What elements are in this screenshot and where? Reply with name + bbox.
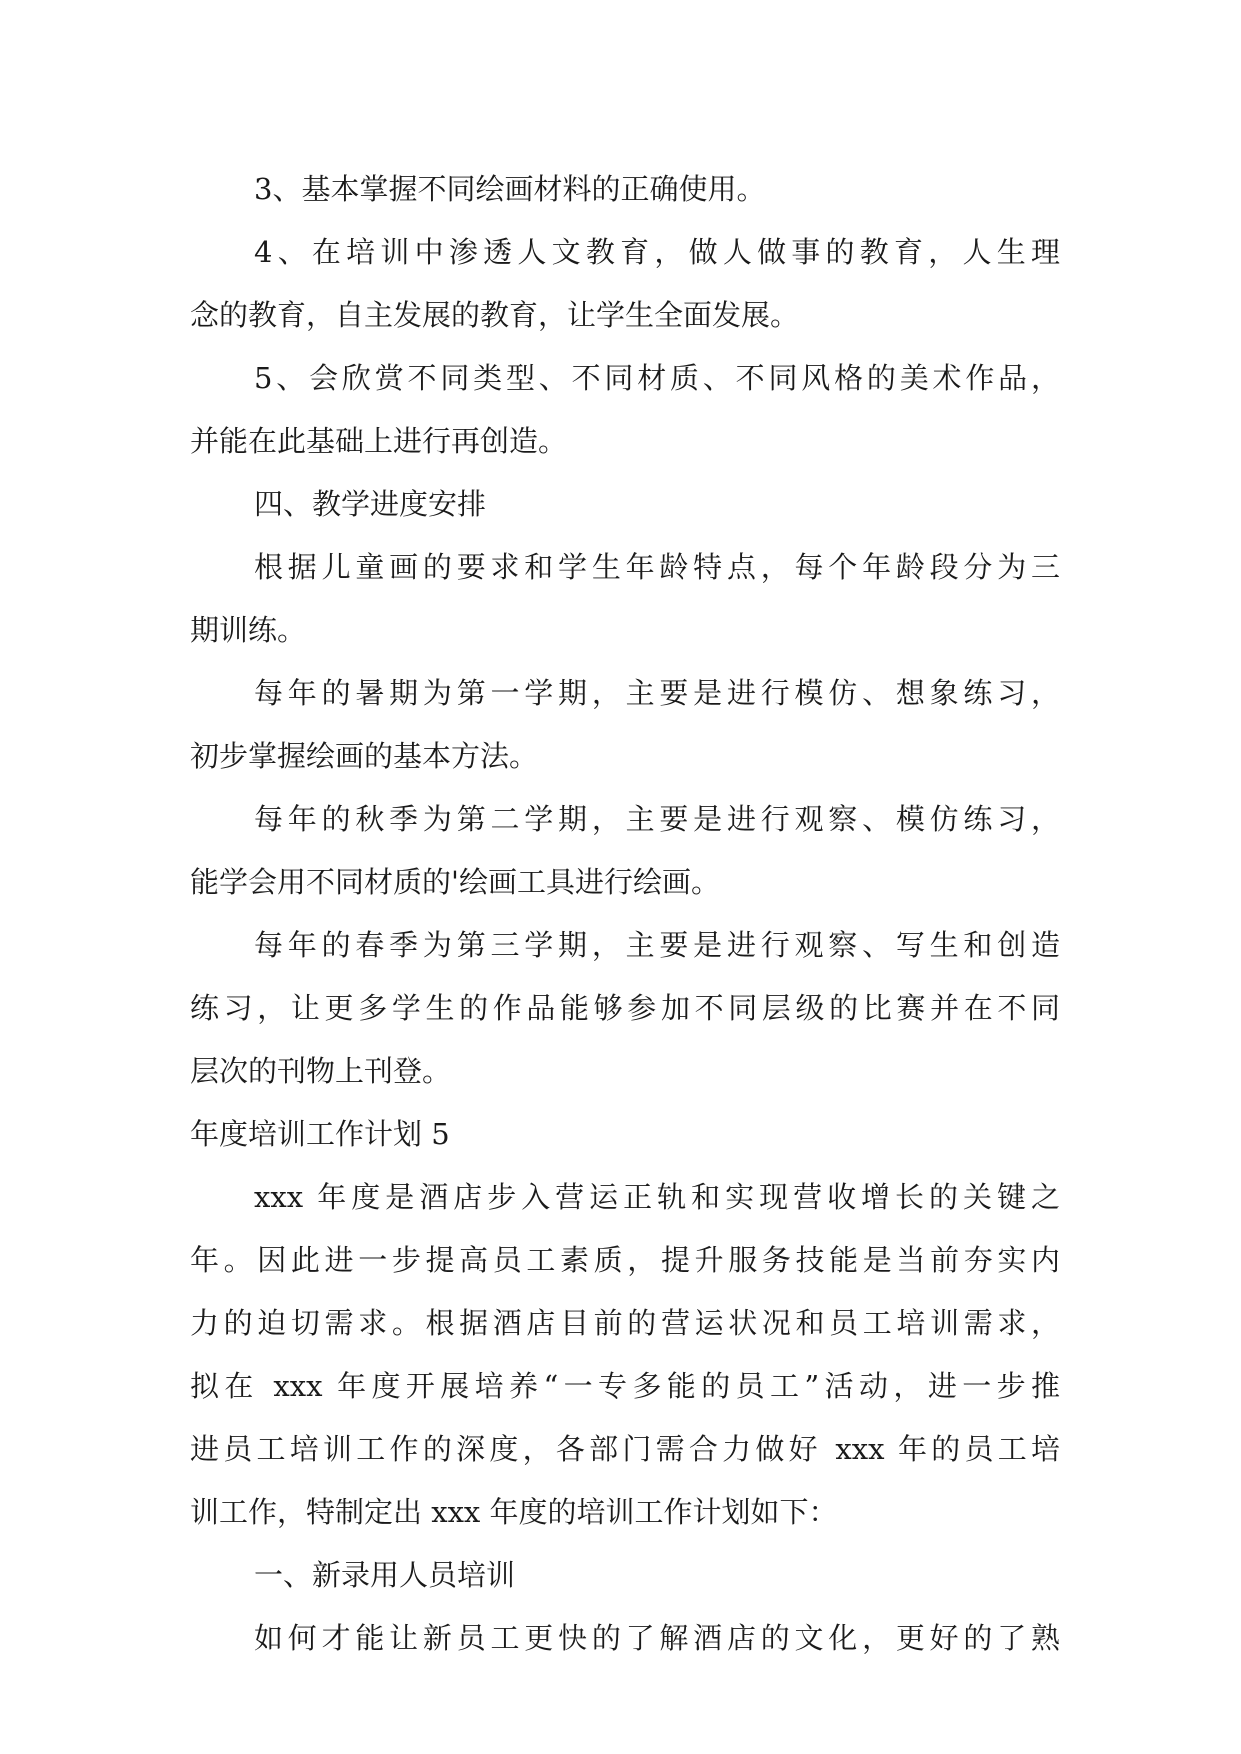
paragraph-line: 能学会用不同材质的'绘画工具进行绘画。 (190, 865, 720, 899)
document-title: 年度培训工作计划 5 (190, 1117, 450, 1151)
paragraph-line: 每年的春季为第三学期，主要是进行观察、写生和创造 (254, 928, 1060, 962)
paragraph-line: 如何才能让新员工更快的了解酒店的文化，更好的了熟 (254, 1621, 1060, 1655)
section-heading-new-hire: 一、新录用人员培训 (254, 1558, 516, 1592)
section-heading-schedule: 四、教学进度安排 (254, 487, 487, 521)
document-body (190, 158, 1060, 1670)
paragraph-line: 拟在 xxx 年度开展培养“一专多能的员工”活动，进一步推 (190, 1369, 1060, 1403)
paragraph-line: xxx 年度是酒店步入营运正轨和实现营收增长的关键之 (254, 1180, 1060, 1214)
paragraph-line: 每年的暑期为第一学期，主要是进行模仿、想象练习， (254, 676, 1060, 710)
paragraph-line: 练习，让更多学生的作品能够参加不同层级的比赛并在不同 (190, 991, 1060, 1025)
paragraph-line: 期训练。 (190, 613, 307, 647)
paragraph-line: 进员工培训工作的深度，各部门需合力做好 xxx 年的员工培 (190, 1432, 1060, 1466)
list-item-5-line-1: 5、会欣赏不同类型、不同材质、不同风格的美术作品， (254, 361, 1060, 395)
paragraph-line: 层次的刊物上刊登。 (190, 1054, 452, 1088)
paragraph-line: 年。因此进一步提高员工素质，提升服务技能是当前夯实内 (190, 1243, 1060, 1277)
paragraph-line: 初步掌握绘画的基本方法。 (190, 739, 539, 773)
list-item-4-line-1: 4、在培训中渗透人文教育，做人做事的教育，人生理 (254, 235, 1060, 269)
paragraph-line: 训工作，特制定出 xxx 年度的培训工作计划如下： (190, 1495, 838, 1529)
list-item-3: 3、基本掌握不同绘画材料的正确使用。 (254, 172, 766, 206)
paragraph-line: 力的迫切需求。根据酒店目前的营运状况和员工培训需求， (190, 1306, 1060, 1340)
list-item-4-line-2: 念的教育，自主发展的教育，让学生全面发展。 (190, 298, 800, 332)
paragraph-line: 每年的秋季为第二学期，主要是进行观察、模仿练习， (254, 802, 1060, 836)
paragraph-line: 根据儿童画的要求和学生年龄特点，每个年龄段分为三 (254, 550, 1060, 584)
list-item-5-line-2: 并能在此基础上进行再创造。 (190, 424, 568, 458)
